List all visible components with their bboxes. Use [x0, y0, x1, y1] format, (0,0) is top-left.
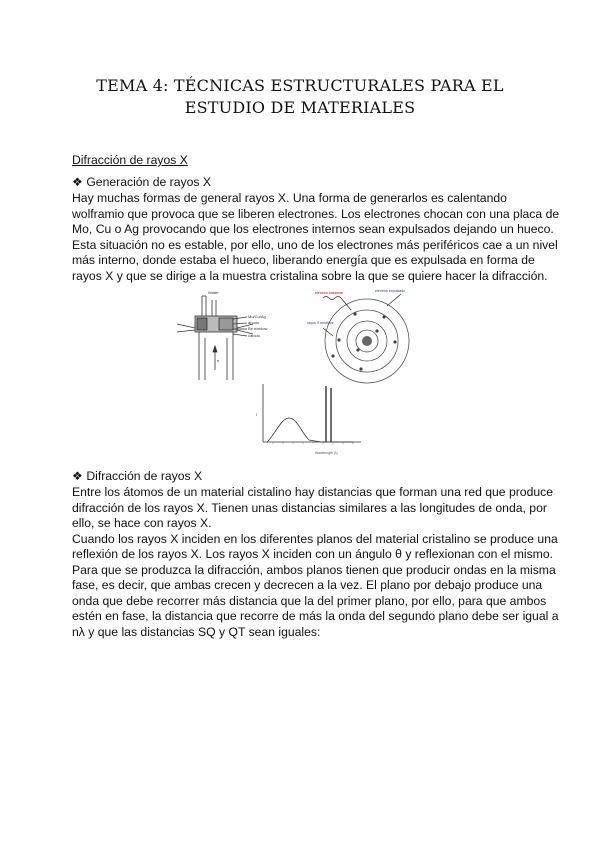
section-heading: Difracción de rayos X	[72, 153, 188, 167]
bullet-icon: ❖	[72, 469, 83, 483]
paragraph-line: Hay muchas formas de general rayos X. Una forma de generarlos es calentando	[72, 191, 507, 205]
subsection-heading-text: Difracción de rayos X	[86, 469, 203, 483]
paragraph-line: rayos X y que se dirige a la muestra cristalina sobre la que se quiere hacer la difracción.	[72, 268, 548, 283]
label-anode: ánodo	[248, 320, 260, 325]
label-cathode: cátodo	[248, 333, 261, 338]
paragraph-diffraction	[72, 485, 559, 640]
paragraph-line: difracción de los rayos X. Tienen unas distancias similares a las longitudes de onda, por	[72, 500, 547, 515]
paragraph-line: wolframio que provoca que se liberen electrones. Los electrones chocan con una placa de	[72, 206, 560, 221]
paragraph-line: Mo, Cu o Ag provocando que los electrones internos sean expulsados dejando un hueco.	[72, 222, 554, 236]
label-ejected-electron: electrón expulsado	[375, 289, 406, 293]
title-line-2: ESTUDIO DE MATERIALES	[184, 98, 416, 117]
paragraph-line: estén en fase, la distancia que recorre de más la onda del segundo plano debe ser igual a	[72, 609, 559, 623]
paragraph-line: Esta situación no es estable, por ello, uno de los electrones más periféricos cae a un nivel	[72, 237, 558, 252]
paragraph-line: reflexión de los rayos X. Los rayos X inciden con un ángulo θ y reflexionan con el mismo.	[72, 547, 553, 561]
paragraph-line: onda que debe recorrer más distancia que la del primer plano, por ello, para que ambos	[72, 593, 547, 608]
document-title	[60, 75, 540, 119]
bullet-icon: ❖	[72, 175, 83, 189]
paragraph-generation	[72, 191, 560, 284]
paragraph-line: fase, es decir, que ambas crecen y decrecen a la vez. El plano por debajo produce una	[72, 578, 543, 592]
paragraph-line: ello, se hace con rayos X.	[72, 516, 212, 530]
nucleus-icon	[362, 336, 372, 346]
spectrum-xlabel: Wavelength (λ)	[315, 451, 338, 455]
xray-spectrum-figure	[253, 380, 365, 460]
spectrum-ylabel: I	[256, 412, 258, 417]
paragraph-line: Entre los átomos de un material cistalino hay distancias que forman una red que produce	[72, 485, 554, 499]
paragraph-line: Para que se produzca la difracción, ambos planos tienen que producir ondas en la misma	[72, 562, 556, 577]
label-incident-electron: electrón incidente	[315, 291, 344, 295]
label-target: Mo/Cu/Ag	[248, 314, 266, 319]
subsection-heading-diffraction	[72, 469, 202, 483]
label-window: Be window	[248, 326, 268, 331]
paragraph-line: Cuando los rayos X inciden en los diferentes planos del material cristalino se produce una	[72, 531, 558, 546]
label-water: Water	[208, 290, 219, 295]
paragraph-line: más interno, donde estaba el hueco, liberando energía que es expulsada en forma de	[72, 253, 535, 267]
paragraph-line: nλ y que las distancias SQ y QT sean iguales:	[72, 624, 321, 639]
subsection-heading-generation	[72, 175, 211, 189]
label-emitted-xrays: rayos X emitidos	[307, 321, 334, 325]
subsection-heading-text: Generación de rayos X	[86, 175, 211, 189]
title-line-1: TEMA 4: TÉCNICAS ESTRUCTURALES PARA EL	[96, 76, 504, 95]
xray-tube-figure	[175, 288, 285, 388]
label-e: e	[217, 358, 220, 363]
